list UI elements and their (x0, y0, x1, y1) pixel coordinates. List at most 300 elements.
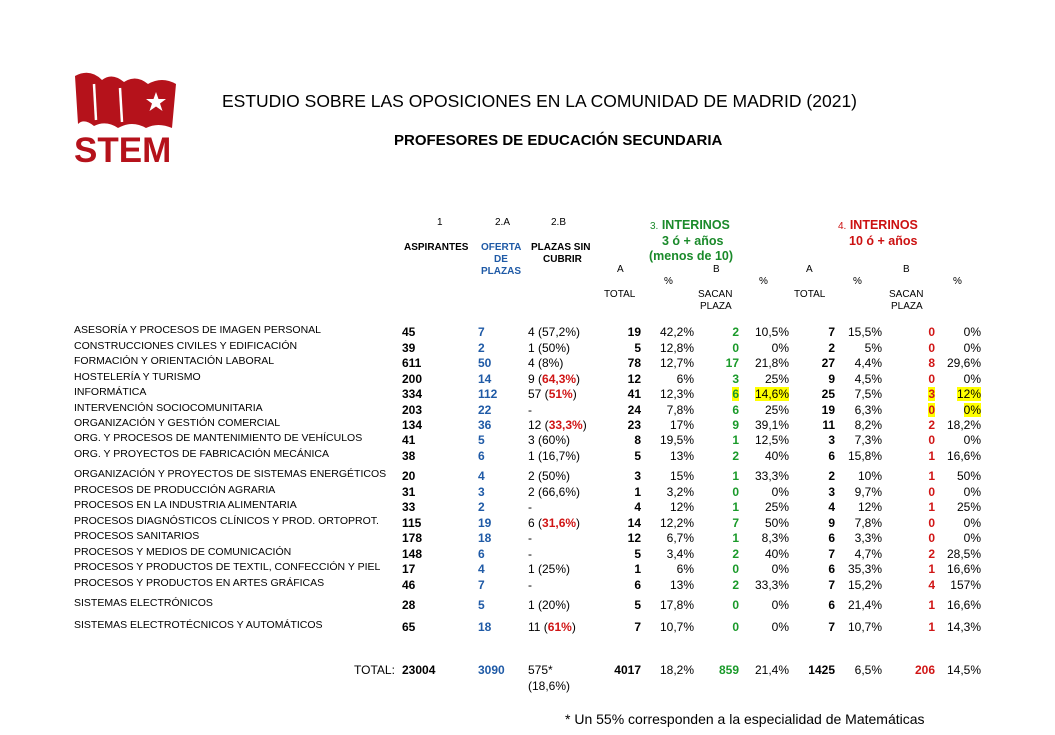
total-g4-pct-a: 6,5% (854, 663, 882, 677)
g4-sacan-value: 1 (928, 449, 935, 463)
g4-pct-a-value: 3,3% (854, 531, 882, 545)
g3-total-value: 14 (627, 516, 641, 530)
total-label: TOTAL: (354, 663, 395, 677)
g4-sacan-value: 1 (928, 620, 935, 634)
sin-cubrir-value (528, 449, 580, 463)
sin-cubrir-value (528, 418, 587, 432)
g4-total-value: 6 (828, 598, 835, 612)
sin-cubrir-text: 1 (16,7%) (528, 449, 581, 463)
g4-pct-b-value: 0% (963, 485, 981, 499)
g4-pct-b-value: 50% (956, 469, 981, 483)
sin-cubrir-text: 1 (20%) (528, 598, 571, 612)
g4-pct-a-value: 7,8% (854, 516, 882, 530)
g3-sacan-value: 2 (732, 547, 739, 561)
aspirantes-value: 178 (402, 531, 423, 545)
sin-cubrir-red-pct: 51% (548, 387, 573, 401)
specialty-name: INTERVENCIÓN SOCIOCOMUNITARIA (74, 402, 263, 414)
g4-pct-a-value: 4,4% (854, 356, 882, 370)
g3-sacan-value: 17 (725, 356, 739, 370)
g3-a-label: A (617, 264, 624, 275)
specialty-name: PROCESOS EN LA INDUSTRIA ALIMENTARIA (74, 499, 297, 511)
g3-pct-b-value: 40% (764, 547, 789, 561)
sin-cubrir-text: 3 (60%) (528, 433, 571, 447)
g4-pct-a-value: 10% (857, 469, 882, 483)
g3-pct-b-value: 50% (764, 516, 789, 530)
g3-pct-a-value: 3,4% (666, 547, 694, 561)
sin-cubrir-value (528, 620, 576, 634)
g3-total-value: 1 (634, 485, 641, 499)
sin-cubrir-close: ) (576, 516, 581, 530)
sin-cubrir-value (528, 469, 570, 483)
g4-pct-a-value: 35,3% (847, 562, 882, 576)
total-g4-pct-b: 14,5% (946, 663, 981, 677)
g4-pct-b-value: 16,6% (946, 449, 981, 463)
g4-sacan-value: 0 (928, 403, 935, 417)
g3-sacan-value: 6 (732, 403, 739, 417)
g3-pct-a-value: 10,7% (659, 620, 694, 634)
specialty-name: PROCESOS DE PRODUCCIÓN AGRARIA (74, 484, 276, 496)
g3-sacan-value: 1 (732, 500, 739, 514)
sin-cubrir-value (528, 598, 570, 612)
g3-pct-a-value: 12,8% (659, 341, 694, 355)
oferta-value: 4 (478, 562, 485, 576)
aspirantes-value: 611 (402, 356, 422, 370)
oferta-value: 22 (478, 403, 492, 417)
g3-pct-b-value: 10,5% (754, 325, 789, 339)
g4-pct-a-value: 6,3% (854, 403, 882, 417)
group3-number: 3. (650, 221, 659, 232)
sin-cubrir-text: 12 ( (528, 418, 549, 432)
oferta-value: 7 (478, 578, 485, 592)
g3-pct-b-value: 0% (771, 598, 789, 612)
g4-total-value: 4 (828, 500, 835, 514)
g3-total-value: 3 (634, 469, 641, 483)
group3-sub1: 3 ó + años (662, 234, 724, 248)
col-oferta-header-l1: OFERTA (481, 242, 522, 253)
g3-total-value: 5 (634, 598, 641, 612)
total-sin-cubrir: 575* (528, 663, 553, 677)
group3-header (650, 218, 730, 232)
g3-pct-b-value: 40% (764, 449, 789, 463)
g4-total-value: 7 (828, 547, 835, 561)
g3-pct-a-value: 7,8% (666, 403, 694, 417)
total-sin-cubrir-pct: (18,6%) (528, 679, 571, 693)
aspirantes-value: 200 (402, 372, 423, 386)
sin-cubrir-red-pct: 64,3% (542, 372, 577, 386)
specialty-name: SISTEMAS ELECTROTÉCNICOS Y AUTOMÁTICOS (74, 619, 323, 631)
g3-pct-a-value: 13% (669, 578, 694, 592)
g4-pct-b-value: 0% (963, 433, 981, 447)
g4-sacan-value: 1 (928, 598, 935, 612)
aspirantes-value: 203 (402, 403, 423, 417)
g3-pct-a-value: 6% (676, 372, 694, 386)
total-g3-pct-a: 18,2% (659, 663, 694, 677)
group3-title: INTERINOS (661, 218, 730, 232)
g3-pct-a-value: 3,2% (666, 485, 694, 499)
col-aspirantes-header: ASPIRANTES (404, 242, 469, 253)
sin-cubrir-text: - (528, 500, 532, 514)
group4-header (838, 218, 918, 232)
col-plazas-sin-header-l2: CUBRIR (543, 254, 582, 265)
g3-total-value: 12 (627, 372, 641, 386)
col-oferta-header-l2: DE (494, 254, 508, 265)
aspirantes-value: 334 (402, 387, 423, 401)
col-1-number: 1 (437, 217, 443, 228)
g4-pct-b-value: 12% (956, 387, 981, 401)
col-2b-number: 2.B (551, 217, 567, 228)
g3-pct-b-value: 8,3% (761, 531, 789, 545)
g4-sacan-value: 3 (928, 387, 935, 401)
g4-total-value: 6 (828, 562, 835, 576)
oferta-value: 18 (478, 531, 492, 545)
specialty-name: SISTEMAS ELECTRÓNICOS (74, 597, 213, 609)
g3-pct-b-value: 33,3% (754, 469, 789, 483)
g4-pct-a-value: 15,2% (847, 578, 882, 592)
sin-cubrir-value (528, 325, 580, 339)
g3-pct-b-value: 21,8% (754, 356, 789, 370)
g4-pct-a-value: 7,5% (854, 387, 882, 401)
sin-cubrir-text: - (528, 531, 532, 545)
sin-cubrir-text: 9 ( (528, 372, 543, 386)
g4-sacan-value: 0 (928, 325, 935, 339)
g3-pct-a-value: 15% (669, 469, 694, 483)
g4-sacan-value: 0 (928, 433, 935, 447)
g3-pct-a-value: 13% (669, 449, 694, 463)
g3-sacan-value: 2 (732, 325, 739, 339)
aspirantes-value: 39 (402, 341, 416, 355)
g4-total-value: 11 (822, 418, 835, 432)
g3-total-value: 19 (627, 325, 641, 339)
g4-sacan-value: 0 (928, 341, 935, 355)
sin-cubrir-text: 6 ( (528, 516, 543, 530)
g3-sacan-value: 3 (732, 372, 739, 386)
g4-sacan-value: 2 (928, 418, 935, 432)
g4-pct-a-value: 15,8% (847, 449, 882, 463)
sin-cubrir-value (528, 356, 563, 370)
g4-total-value: 27 (821, 356, 835, 370)
g4-total-label: TOTAL (794, 289, 826, 300)
footnote: * Un 55% corresponden a la especialidad de Matemáticas (565, 711, 925, 727)
g4-total-value: 9 (828, 516, 835, 530)
total-oferta: 3090 (478, 663, 505, 677)
sin-cubrir-close: ) (582, 418, 587, 432)
aspirantes-value: 65 (402, 620, 416, 634)
g3-pct-b-value: 25% (764, 403, 789, 417)
aspirantes-value: 148 (402, 547, 423, 561)
g3-pct-b-value: 0% (771, 620, 789, 634)
sin-cubrir-text: 4 (8%) (528, 356, 564, 370)
g4-pct-b-value: 25% (956, 500, 981, 514)
aspirantes-value: 115 (402, 516, 422, 530)
g4-total-value: 7 (828, 578, 835, 592)
g4-sacan-l1: SACAN (889, 289, 924, 300)
sin-cubrir-text: - (528, 403, 532, 417)
g4-pct-b-value: 16,6% (946, 562, 981, 576)
oferta-value: 18 (478, 620, 492, 634)
sin-cubrir-value (528, 433, 570, 447)
specialty-name: ORGANIZACIÓN Y PROYECTOS DE SISTEMAS ENERGÉTICOS (74, 468, 387, 480)
g3-total-value: 78 (627, 356, 641, 370)
group4-number: 4. (838, 221, 847, 232)
g4-pct-b-value: 18,2% (946, 418, 981, 432)
g4-sacan-value: 1 (928, 562, 935, 576)
aspirantes-value: 31 (402, 485, 416, 499)
total-g4-a: 1425 (808, 663, 835, 677)
specialty-name: HOSTELERÍA Y TURISMO (74, 371, 201, 383)
g4-pct-a-value: 8,2% (854, 418, 882, 432)
sin-cubrir-value (528, 341, 570, 355)
sin-cubrir-text: 1 (50%) (528, 341, 571, 355)
specialty-name: ORG. Y PROCESOS DE MANTENIMIENTO DE VEHÍCULOS (74, 432, 363, 444)
specialty-name: PROCESOS Y PRODUCTOS EN ARTES GRÁFICAS (74, 577, 325, 589)
total-aspirantes: 23004 (402, 663, 436, 677)
group4-sub1: 10 ó + años (849, 234, 918, 248)
sin-cubrir-red-pct: 31,6% (542, 516, 577, 530)
sin-cubrir-value (528, 516, 580, 530)
sin-cubrir-value (528, 403, 532, 417)
g3-sacan-value: 9 (732, 418, 739, 432)
stem-logo (72, 70, 182, 165)
group3-sub2: (menos de 10) (649, 249, 734, 263)
g3-pct-a-value: 42,2% (659, 325, 694, 339)
g4-total-value: 9 (828, 372, 835, 386)
g4-pct-a-value: 4,7% (854, 547, 882, 561)
g4-total-value: 3 (828, 433, 835, 447)
sin-cubrir-text: 11 ( (528, 620, 548, 634)
col-oferta-header-l3: PLAZAS (481, 266, 521, 277)
total-g3-pct-b: 21,4% (754, 663, 789, 677)
g4-pct-b-value: 16,6% (946, 598, 981, 612)
sin-cubrir-close: ) (572, 387, 577, 401)
g4-total-value: 25 (821, 387, 835, 401)
oferta-value: 6 (478, 547, 485, 561)
g3-sacan-value: 2 (732, 449, 739, 463)
g4-sacan-l2: PLAZA (891, 301, 923, 312)
sin-cubrir-red-pct: 61% (547, 620, 572, 634)
total-g3-a: 4017 (614, 663, 641, 677)
g3-sacan-l2: PLAZA (700, 301, 732, 312)
g3-total-value: 1 (634, 562, 641, 576)
g3-pct-a-value: 6% (676, 562, 694, 576)
specialty-name: PROCESOS Y PRODUCTOS DE TEXTIL, CONFECCIÓN Y PIEL (74, 561, 381, 573)
sin-cubrir-text: 57 ( (528, 387, 549, 401)
g4-total-value: 19 (821, 403, 835, 417)
oferta-value: 4 (478, 469, 485, 483)
g3-total-value: 41 (627, 387, 641, 401)
g3-pct-a-value: 12% (669, 500, 694, 514)
g3-pct-a-value: 12,3% (659, 387, 694, 401)
sin-cubrir-close: ) (571, 620, 576, 634)
aspirantes-value: 41 (402, 433, 416, 447)
g3-sacan-l1: SACAN (698, 289, 733, 300)
g4-pct-b-value: 0% (963, 516, 981, 530)
sin-cubrir-text: 2 (50%) (528, 469, 571, 483)
g3-pct-b-label: % (759, 276, 768, 287)
g3-pct-a-label: % (664, 276, 673, 287)
total-g3-b: 859 (718, 663, 739, 677)
g4-sacan-value: 4 (928, 578, 935, 592)
g4-pct-a-value: 4,5% (854, 372, 882, 386)
g4-pct-a-value: 7,3% (854, 433, 882, 447)
sin-cubrir-close: ) (576, 372, 581, 386)
g3-total-value: 5 (634, 449, 641, 463)
oferta-value: 7 (478, 325, 485, 339)
g4-total-value: 3 (828, 485, 835, 499)
sin-cubrir-text: - (528, 547, 532, 561)
g3-total-value: 7 (634, 620, 641, 634)
g4-pct-a-value: 5% (864, 341, 882, 355)
g4-total-value: 7 (828, 620, 835, 634)
g3-sacan-value: 6 (732, 387, 739, 401)
g3-pct-b-value: 12,5% (754, 433, 789, 447)
g3-sacan-value: 0 (732, 598, 739, 612)
specialty-name: ORGANIZACIÓN Y GESTIÓN COMERCIAL (74, 417, 281, 429)
document-title: ESTUDIO SOBRE LAS OPOSICIONES EN LA COMUNIDAD DE MADRID (2021) (222, 91, 857, 111)
g3-pct-b-value: 39,1% (754, 418, 789, 432)
g4-a-label: A (806, 264, 813, 275)
g4-pct-a-value: 10,7% (847, 620, 882, 634)
g3-pct-b-value: 0% (771, 485, 789, 499)
g3-pct-b-value: 25% (764, 500, 789, 514)
g4-pct-b-value: 0% (963, 372, 981, 386)
specialty-name: FORMACIÓN Y ORIENTACIÓN LABORAL (74, 355, 275, 367)
g4-pct-a-value: 15,5% (847, 325, 882, 339)
oferta-value: 2 (478, 500, 485, 514)
g4-pct-b-value: 0% (963, 325, 981, 339)
g4-pct-b-value: 28,5% (946, 547, 981, 561)
aspirantes-value: 17 (402, 562, 416, 576)
g3-total-value: 5 (634, 341, 641, 355)
g3-b-label: B (713, 264, 720, 275)
g4-total-value: 6 (828, 449, 835, 463)
g3-pct-b-value: 25% (764, 372, 789, 386)
g3-pct-b-value: 0% (771, 341, 789, 355)
g4-sacan-value: 0 (928, 531, 935, 545)
sin-cubrir-red-pct: 33,3% (548, 418, 583, 432)
g4-total-value: 2 (828, 341, 835, 355)
g4-pct-b-value: 0% (963, 341, 981, 355)
g3-total-value: 23 (627, 418, 641, 432)
oferta-value: 3 (478, 485, 485, 499)
g4-sacan-value: 1 (928, 469, 935, 483)
sin-cubrir-value (528, 500, 532, 514)
g4-pct-b-value: 14,3% (946, 620, 981, 634)
col-plazas-sin-header-l1: PLAZAS SIN (531, 242, 591, 253)
oferta-value: 5 (478, 598, 485, 612)
oferta-value: 2 (478, 341, 485, 355)
g4-pct-b-value: 0% (963, 531, 981, 545)
g4-sacan-value: 0 (928, 372, 935, 386)
sin-cubrir-value (528, 578, 532, 592)
specialty-name: ORG. Y PROYECTOS DE FABRICACIÓN MECÁNICA (74, 448, 329, 460)
g3-sacan-value: 0 (732, 562, 739, 576)
g4-total-value: 2 (828, 469, 835, 483)
oferta-value: 112 (478, 387, 498, 401)
svg-text:STEM: STEM (74, 131, 172, 165)
aspirantes-value: 28 (402, 598, 416, 612)
oferta-value: 19 (478, 516, 492, 530)
oferta-value: 5 (478, 433, 485, 447)
aspirantes-value: 38 (402, 449, 416, 463)
g3-sacan-value: 7 (732, 516, 739, 530)
g3-total-value: 6 (634, 578, 641, 592)
oferta-value: 50 (478, 356, 492, 370)
sin-cubrir-text: 1 (25%) (528, 562, 571, 576)
sin-cubrir-value (528, 387, 577, 401)
g3-pct-b-value: 14,6% (754, 387, 789, 401)
g4-pct-a-label: % (853, 276, 862, 287)
oferta-value: 14 (478, 372, 492, 386)
aspirantes-value: 20 (402, 469, 416, 483)
sin-cubrir-text: 4 (57,2%) (528, 325, 581, 339)
g3-total-value: 5 (634, 547, 641, 561)
g3-total-value: 24 (627, 403, 641, 417)
sin-cubrir-value (528, 485, 580, 499)
g3-pct-a-value: 19,5% (659, 433, 694, 447)
g4-b-label: B (903, 264, 910, 275)
sin-cubrir-text: - (528, 578, 532, 592)
specialty-name: PROCESOS Y MEDIOS DE COMUNICACIÓN (74, 546, 292, 558)
g4-sacan-value: 0 (928, 485, 935, 499)
g3-pct-a-value: 17% (669, 418, 694, 432)
g3-sacan-value: 1 (732, 433, 739, 447)
sin-cubrir-value (528, 547, 532, 561)
g3-sacan-value: 0 (732, 485, 739, 499)
specialty-name: PROCESOS DIAGNÓSTICOS CLÍNICOS Y PROD. ORTOPROT. (74, 515, 379, 527)
g4-total-value: 7 (828, 325, 835, 339)
g4-sacan-value: 0 (928, 516, 935, 530)
g3-sacan-value: 1 (732, 469, 739, 483)
g4-pct-a-value: 21,4% (847, 598, 882, 612)
g3-sacan-value: 0 (732, 341, 739, 355)
g3-pct-a-value: 12,2% (659, 516, 694, 530)
aspirantes-value: 46 (402, 578, 416, 592)
g3-total-value: 8 (634, 433, 641, 447)
sin-cubrir-value (528, 531, 532, 545)
g3-pct-b-value: 0% (771, 562, 789, 576)
g3-pct-b-value: 33,3% (754, 578, 789, 592)
sin-cubrir-value (528, 562, 570, 576)
g4-pct-a-value: 12% (857, 500, 882, 514)
g3-sacan-value: 1 (732, 531, 739, 545)
g4-sacan-value: 8 (928, 356, 935, 370)
specialty-name: INFORMÁTICA (74, 386, 147, 398)
aspirantes-value: 134 (402, 418, 423, 432)
aspirantes-value: 33 (402, 500, 416, 514)
g3-pct-a-value: 17,8% (659, 598, 694, 612)
g4-pct-b-label: % (953, 276, 962, 287)
total-g4-b: 206 (914, 663, 935, 677)
oferta-value: 6 (478, 449, 485, 463)
g4-sacan-value: 1 (928, 500, 935, 514)
g4-pct-b-value: 29,6% (946, 356, 981, 370)
group4-title: INTERINOS (849, 218, 918, 232)
g3-pct-a-value: 12,7% (659, 356, 694, 370)
g4-pct-b-value: 157% (950, 578, 981, 592)
aspirantes-value: 45 (402, 325, 416, 339)
g4-total-value: 6 (828, 531, 835, 545)
specialty-name: CONSTRUCCIONES CIVILES Y EDIFICACIÓN (74, 340, 298, 352)
g3-pct-a-value: 6,7% (666, 531, 694, 545)
g4-sacan-value: 2 (928, 547, 935, 561)
g4-pct-a-value: 9,7% (854, 485, 882, 499)
oferta-value: 36 (478, 418, 492, 432)
g4-pct-b-value: 0% (963, 403, 981, 417)
g3-sacan-value: 2 (732, 578, 739, 592)
col-2a-number: 2.A (495, 217, 511, 228)
specialty-name: PROCESOS SANITARIOS (74, 530, 200, 542)
sin-cubrir-text: 2 (66,6%) (528, 485, 581, 499)
